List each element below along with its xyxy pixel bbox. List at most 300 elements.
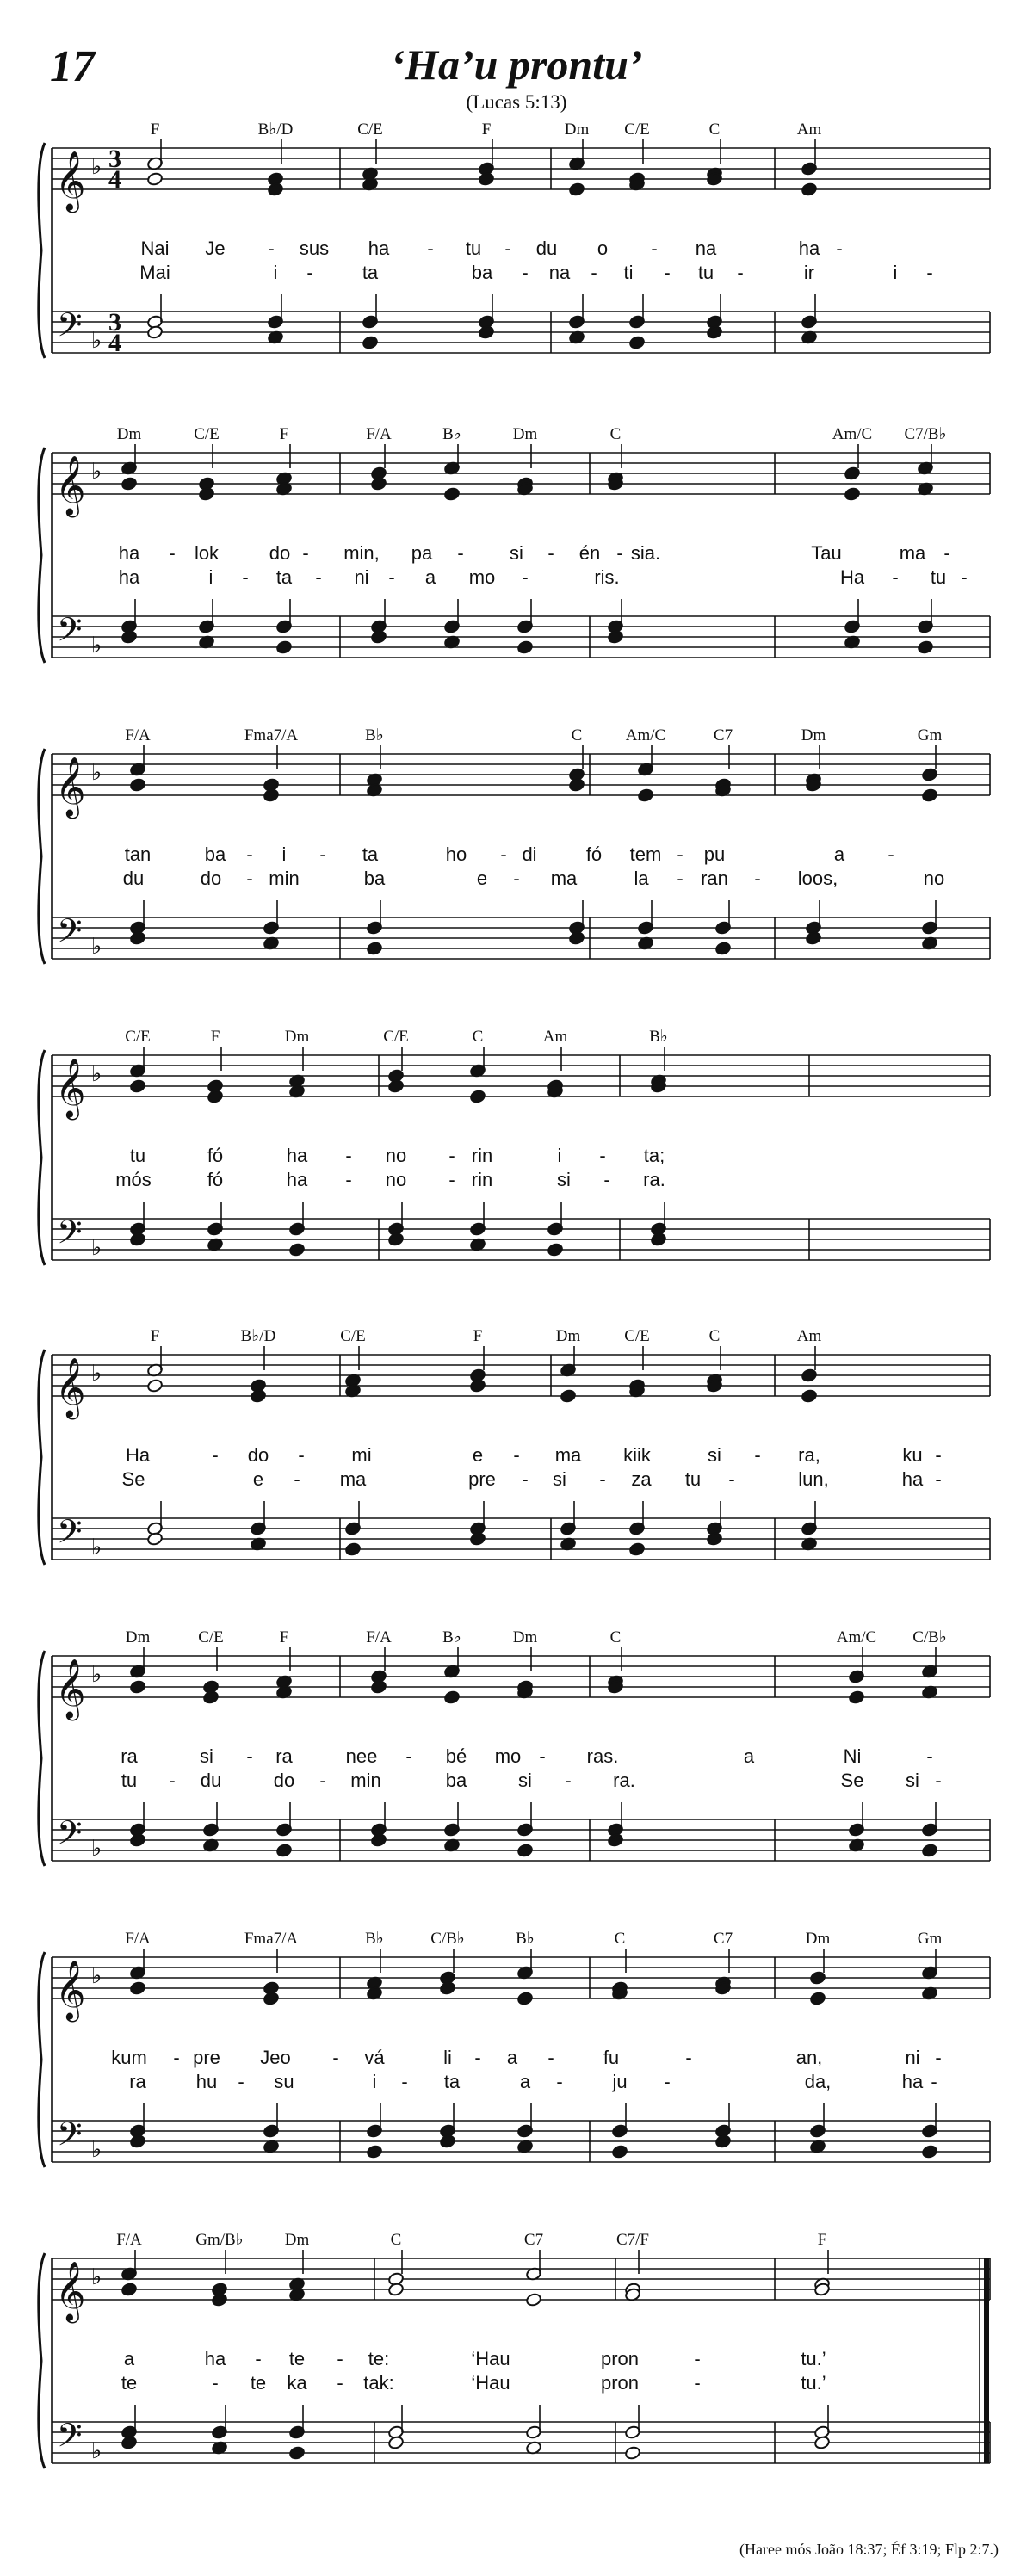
lyric-syllable: ma	[899, 542, 926, 564]
chord-symbol: F/A	[125, 1930, 151, 1948]
lyric-syllable: a	[743, 1745, 755, 1767]
lyric-syllable: do	[273, 1770, 295, 1791]
lyric-syllable: i	[372, 2071, 377, 2092]
lyric-syllable: -	[892, 566, 899, 588]
note-head	[809, 1971, 826, 1986]
lyric-syllable: tu	[930, 566, 947, 588]
lyric-syllable: -	[664, 2071, 671, 2092]
chord-symbol: C/E	[357, 120, 383, 139]
lyric-syllable: tu	[129, 1145, 146, 1166]
footnote: (Haree mós João 18:37; Éf 3:19; Flp 2:7.)	[739, 2541, 999, 2558]
lyric-syllable: vá	[364, 2047, 385, 2068]
chord-symbol: C	[609, 1628, 622, 1646]
lyric-syllable: do	[200, 868, 222, 889]
flat-icon: ♭	[91, 1061, 102, 1087]
bass-clef-icon: 𝄢	[57, 2416, 83, 2462]
lyric-syllable: ha	[118, 542, 140, 564]
note-head	[469, 1090, 486, 1104]
lyric-syllable: -	[961, 566, 968, 588]
chord-symbol: C	[614, 1930, 626, 1948]
lyric-syllable: ku	[902, 1444, 923, 1466]
lyric-syllable: ras.	[586, 1745, 619, 1767]
flat-icon: ♭	[91, 1662, 102, 1688]
treble-clef-icon: 𝄞	[55, 455, 86, 516]
note-head	[848, 1690, 864, 1705]
lyric-syllable: ta	[362, 843, 379, 865]
lyric-syllable: su	[274, 2071, 294, 2092]
note-head	[706, 325, 722, 340]
note-head	[525, 2293, 541, 2307]
lyric-syllable: i	[557, 1145, 562, 1166]
lyric-syllable: -	[319, 1770, 326, 1791]
note-head	[844, 466, 860, 481]
note-head	[801, 1389, 817, 1404]
chord-symbol: Dm	[125, 1628, 151, 1646]
treble-clef-icon: 𝄞	[55, 1960, 86, 2020]
note-head	[121, 630, 137, 645]
lyric-syllable: ta	[362, 262, 379, 283]
note-head	[121, 477, 137, 491]
lyric-syllable: nee	[345, 1745, 378, 1767]
note-head	[202, 1690, 219, 1705]
chord-symbol: C	[708, 1327, 721, 1345]
chord-symbol: C/E	[198, 1628, 224, 1646]
note-head	[362, 336, 378, 350]
note-head	[366, 942, 382, 956]
note-head	[387, 1232, 404, 1247]
chord-symbol: Dm	[284, 1028, 310, 1046]
bass-clef-icon: 𝄢	[57, 306, 83, 352]
note-head	[288, 1243, 305, 1257]
lyric-syllable: -	[332, 2047, 339, 2068]
chord-symbol: F	[817, 2231, 827, 2249]
lyric-syllable: -	[935, 1468, 942, 1490]
lyric-syllable: tan	[124, 843, 152, 865]
lyric-syllable: bé	[445, 1745, 467, 1767]
lyric-syllable: si	[510, 542, 523, 564]
lyric-syllable: fó	[207, 1145, 224, 1166]
lyric-syllable: tu	[465, 238, 482, 259]
note-head	[121, 2283, 137, 2297]
lyric-syllable: pron	[600, 2372, 640, 2394]
lyric-syllable: ra.	[613, 1770, 635, 1791]
lyric-syllable: -	[565, 1770, 572, 1791]
chord-symbol: C/E	[340, 1327, 366, 1345]
lyric-syllable: pron	[600, 2348, 640, 2369]
lyric-syllable: -	[242, 566, 249, 588]
note-head	[848, 1670, 864, 1684]
lyric-syllable: -	[513, 868, 520, 889]
lyric-syllable: tu	[121, 1770, 138, 1791]
lyric-syllable: -	[547, 2047, 554, 2068]
treble-clef-icon: 𝄞	[55, 757, 86, 817]
chord-symbol: F	[279, 425, 289, 443]
bass-clef-icon: 𝄢	[57, 1813, 83, 1860]
bass-clef-icon: 𝄢	[57, 1213, 83, 1259]
lyric-syllable: -	[888, 843, 894, 865]
chord-symbol: C7	[713, 726, 733, 744]
time-signature: 4	[108, 165, 121, 194]
bass-clef-icon: 𝄢	[57, 911, 83, 958]
lyric-syllable: Ha	[839, 566, 865, 588]
lyric-syllable: ra	[275, 1745, 293, 1767]
lyric-syllable: pre	[468, 1468, 496, 1490]
note-head	[129, 2134, 145, 2149]
lyric-syllable: ha	[204, 2348, 226, 2369]
chord-symbol: F	[473, 1327, 483, 1345]
chord-symbol: Gm	[917, 726, 943, 744]
lyric-syllable: lok	[194, 542, 220, 564]
lyric-syllable: mi	[351, 1444, 372, 1466]
lyric-syllable: -	[935, 1770, 942, 1791]
treble-clef-icon: 𝄞	[55, 1357, 86, 1418]
lyric-syllable: tu.’	[801, 2372, 826, 2394]
lyric-syllable: hu	[195, 2071, 218, 2092]
chord-symbol: C/E	[383, 1028, 409, 1046]
flat-icon: ♭	[91, 633, 102, 658]
chord-symbol: C	[390, 2231, 402, 2249]
chord-symbol: Am/C	[836, 1628, 877, 1646]
lyric-syllable: -	[754, 1444, 761, 1466]
lyric-syllable: ni	[905, 2047, 920, 2068]
chord-symbol: F	[150, 1327, 160, 1345]
lyric-syllable: ma	[554, 1444, 582, 1466]
lyric-syllable: a	[506, 2047, 518, 2068]
lyric-syllable: -	[754, 868, 761, 889]
note-head	[469, 1379, 486, 1393]
chord-symbol: C7/B♭	[904, 425, 947, 443]
lyric-syllable: do	[269, 542, 291, 564]
chord-symbol: F	[150, 120, 160, 139]
lyric-syllable: ba	[363, 868, 386, 889]
note-head	[146, 1379, 163, 1393]
lyric-syllable: o	[597, 238, 609, 259]
chord-symbol: C7/F	[615, 2231, 650, 2249]
lyric-syllable: e	[472, 1444, 484, 1466]
lyric-syllable: -	[651, 238, 658, 259]
chord-symbol: B♭/D	[240, 1327, 276, 1345]
lyric-syllable: tu	[684, 1468, 702, 1490]
lyric-syllable: no	[923, 868, 945, 889]
lyric-syllable: -	[169, 542, 176, 564]
note-head	[921, 1844, 937, 1858]
note-head	[129, 1232, 145, 1247]
chord-symbol: Dm	[555, 1327, 581, 1345]
chord-symbol: F	[481, 120, 492, 139]
chord-symbol: F/A	[366, 425, 392, 443]
lyric-syllable: ta;	[643, 1145, 665, 1166]
lyric-syllable: -	[405, 1745, 412, 1767]
lyric-syllable: -	[694, 2372, 701, 2394]
note-head	[387, 1079, 404, 1094]
note-head	[624, 2446, 640, 2461]
lyric-syllable: -	[500, 843, 507, 865]
lyric-syllable: te	[250, 2372, 267, 2394]
note-head	[813, 2436, 830, 2450]
chord-symbol: Am/C	[625, 726, 666, 744]
note-head	[129, 1079, 145, 1094]
flat-icon: ♭	[91, 2264, 102, 2290]
lyric-syllable: ran	[701, 868, 728, 889]
treble-clef-icon: 𝄞	[55, 1659, 86, 1719]
chord-symbol: C/E	[125, 1028, 151, 1046]
chord-symbol: B♭	[442, 1628, 461, 1646]
note-head	[443, 487, 460, 502]
chord-symbol: Dm	[512, 425, 538, 443]
lyric-syllable: ha	[901, 2071, 924, 2092]
flat-icon: ♭	[91, 1361, 102, 1387]
lyric-syllable: -	[504, 238, 511, 259]
lyric-syllable: no	[385, 1169, 407, 1190]
note-head	[129, 1833, 145, 1848]
lyric-syllable: min,	[343, 542, 380, 564]
note-head	[275, 640, 292, 655]
lyric-syllable: fó	[585, 843, 603, 865]
note-head	[207, 1090, 223, 1104]
lyric-syllable: -	[677, 843, 684, 865]
lyric-syllable: -	[319, 843, 326, 865]
treble-clef-icon: 𝄞	[55, 1058, 86, 1118]
chord-symbol: F	[210, 1028, 220, 1046]
chord-symbol: Fma7/A	[244, 726, 299, 744]
lyric-syllable: Ni	[843, 1745, 862, 1767]
lyric-syllable: -	[935, 1444, 942, 1466]
chord-symbol: B♭/D	[257, 120, 294, 139]
lyric-syllable: -	[599, 1145, 606, 1166]
lyric-syllable: -	[255, 2348, 262, 2369]
lyric-syllable: e	[476, 868, 488, 889]
lyric-syllable: ha	[798, 238, 820, 259]
lyric-syllable: -	[315, 566, 322, 588]
lyric-syllable: e	[252, 1468, 264, 1490]
note-head	[129, 778, 145, 793]
lyric-syllable: -	[457, 542, 464, 564]
lyric-syllable: -	[448, 1145, 455, 1166]
note-head	[129, 1680, 145, 1695]
flat-icon: ♭	[91, 2137, 102, 2163]
chord-symbol: Dm	[801, 726, 826, 744]
chord-symbol: Am/C	[832, 425, 873, 443]
lyric-syllable: a	[519, 2071, 531, 2092]
lyric-syllable: sus	[299, 238, 330, 259]
note-head	[628, 336, 645, 350]
scripture-reference: (Lucas 5:13)	[466, 91, 567, 113]
note-head	[439, 1981, 455, 1996]
lyric-syllable: za	[631, 1468, 652, 1490]
lyric-syllable: én	[578, 542, 601, 564]
lyric-syllable: du	[200, 1770, 222, 1791]
chord-symbol: Dm	[564, 120, 590, 139]
lyric-syllable: ‘Hau	[471, 2372, 510, 2394]
lyric-syllable: Se	[840, 1770, 864, 1791]
note-head	[129, 931, 145, 946]
note-head	[921, 2145, 937, 2159]
lyric-syllable: an,	[795, 2047, 823, 2068]
note-head	[801, 182, 817, 197]
note-head	[263, 788, 279, 803]
lyric-syllable: ha	[901, 1468, 924, 1490]
lyric-syllable: rin	[471, 1145, 493, 1166]
note-head	[516, 1844, 533, 1858]
chord-symbol: C	[571, 726, 583, 744]
lyric-syllable: -	[926, 262, 933, 283]
system-brace	[39, 448, 45, 663]
lyric-syllable: -	[246, 868, 253, 889]
note-head	[607, 630, 623, 645]
note-head	[439, 2134, 455, 2149]
lyric-syllable: ba	[445, 1770, 467, 1791]
lyric-syllable: ra,	[798, 1444, 820, 1466]
lyric-syllable: -	[539, 1745, 546, 1767]
lyric-syllable: si	[553, 1468, 566, 1490]
chord-symbol: C/E	[194, 425, 220, 443]
note-head	[516, 1992, 533, 2006]
chord-symbol: F/A	[116, 2231, 142, 2249]
chord-symbol: C/B♭	[912, 1628, 947, 1646]
lyric-syllable: Ha	[125, 1444, 151, 1466]
lyric-syllable: ti	[623, 262, 634, 283]
note-head	[516, 640, 533, 655]
lyric-syllable: te	[288, 2348, 306, 2369]
chord-symbol: Am	[796, 120, 822, 139]
note-head	[560, 1389, 576, 1404]
note-head	[478, 325, 494, 340]
note-head	[146, 172, 163, 187]
lyric-syllable: do	[247, 1444, 269, 1466]
system-brace	[39, 1050, 45, 1265]
note-head	[844, 487, 860, 502]
chord-symbol: C7	[523, 2231, 544, 2249]
lyric-syllable: no	[385, 1145, 407, 1166]
lyric-syllable: na	[695, 238, 717, 259]
lyric-syllable: -	[388, 566, 395, 588]
lyric-syllable: ra	[129, 2071, 146, 2092]
flat-icon: ♭	[91, 934, 102, 960]
note-head	[628, 1542, 645, 1557]
lyric-syllable: ka	[287, 2372, 307, 2394]
note-head	[607, 1833, 623, 1848]
chord-symbol: C/B♭	[430, 1930, 465, 1948]
lyric-syllable: -	[685, 2047, 692, 2068]
lyric-syllable: -	[474, 2047, 481, 2068]
lyric-syllable: tu	[697, 262, 714, 283]
system-brace	[39, 2253, 45, 2468]
lyric-syllable: -	[448, 1169, 455, 1190]
chord-symbol: C/E	[624, 1327, 650, 1345]
lyric-syllable: -	[591, 262, 597, 283]
lyric-syllable: ma	[339, 1468, 367, 1490]
lyric-syllable: loos,	[797, 868, 838, 889]
time-signature: 4	[108, 329, 121, 357]
treble-clef-icon: 𝄞	[55, 2261, 86, 2321]
flat-icon: ♭	[91, 1535, 102, 1560]
note-head	[146, 1532, 163, 1547]
flat-icon: ♭	[91, 760, 102, 786]
lyric-syllable: -	[345, 1169, 352, 1190]
lyric-syllable: -	[345, 1145, 352, 1166]
note-head	[443, 1690, 460, 1705]
chord-symbol: C	[708, 120, 721, 139]
chord-symbol: Fma7/A	[244, 1930, 299, 1948]
lyric-syllable: te	[121, 2372, 138, 2394]
lyric-syllable: -	[337, 2348, 343, 2369]
lyric-syllable: -	[599, 1468, 606, 1490]
note-head	[478, 172, 494, 187]
chord-symbol: Gm	[917, 1930, 943, 1948]
lyric-syllable: di	[522, 843, 537, 865]
lyric-syllable: -	[603, 1169, 610, 1190]
lyric-syllable: pu	[703, 843, 726, 865]
lyric-syllable: a	[123, 2348, 135, 2369]
lyric-syllable: -	[246, 1745, 253, 1767]
lyric-syllable: min	[269, 868, 300, 889]
time-signature: 3	[108, 145, 121, 173]
lyric-syllable: ra	[121, 1745, 138, 1767]
note-head	[809, 1992, 826, 2006]
lyric-syllable: ni	[354, 566, 369, 588]
lyric-syllable: tem	[629, 843, 662, 865]
lyric-syllable: -	[677, 868, 684, 889]
flat-icon: ♭	[91, 1963, 102, 1989]
lyric-syllable: ha	[118, 566, 140, 588]
song-number: 17	[50, 42, 95, 91]
lyric-syllable: -	[513, 1444, 520, 1466]
chord-symbol: Dm	[512, 1628, 538, 1646]
note-head	[547, 1243, 563, 1257]
system-brace	[39, 1952, 45, 2167]
lyric-syllable: -	[547, 542, 554, 564]
note-head	[263, 1992, 279, 2006]
chord-symbol: F/A	[125, 726, 151, 744]
chord-symbol: C/E	[624, 120, 650, 139]
note-head	[706, 1532, 722, 1547]
system-brace	[39, 1350, 45, 1565]
flat-icon: ♭	[91, 328, 102, 354]
lyric-syllable: i	[208, 566, 213, 588]
flat-icon: ♭	[91, 154, 102, 180]
note-head	[568, 778, 585, 793]
lyric-syllable: pa	[411, 542, 433, 564]
chord-symbol: Am	[542, 1028, 568, 1046]
lyric-syllable: ju	[612, 2071, 628, 2092]
note-head	[146, 325, 163, 340]
chord-symbol: C	[472, 1028, 484, 1046]
lyric-syllable: si	[518, 1770, 532, 1791]
chord-symbol: Am	[796, 1327, 822, 1345]
lyric-syllable: ir	[803, 262, 815, 283]
note-head	[387, 2283, 404, 2297]
lyric-syllable: si	[557, 1169, 571, 1190]
lyric-syllable: si	[708, 1444, 721, 1466]
note-head	[469, 1532, 486, 1547]
chord-symbol: Dm	[805, 1930, 831, 1948]
lyric-syllable: -	[694, 2348, 701, 2369]
lyric-syllable: -	[427, 238, 434, 259]
lyric-syllable: mós	[115, 1169, 152, 1190]
note-head	[805, 931, 821, 946]
lyric-syllable: na	[548, 262, 571, 283]
chord-symbol: Gm/B♭	[195, 2231, 244, 2249]
note-head	[288, 2446, 305, 2461]
note-head	[801, 1368, 817, 1383]
chord-symbol: B♭	[365, 726, 384, 744]
lyric-syllable: Mai	[139, 262, 170, 283]
note-head	[714, 942, 731, 956]
lyric-syllable: tak:	[363, 2372, 394, 2394]
lyric-syllable: -	[294, 1468, 300, 1490]
lyric-syllable: -	[268, 238, 275, 259]
bass-clef-icon: 𝄢	[57, 1512, 83, 1559]
